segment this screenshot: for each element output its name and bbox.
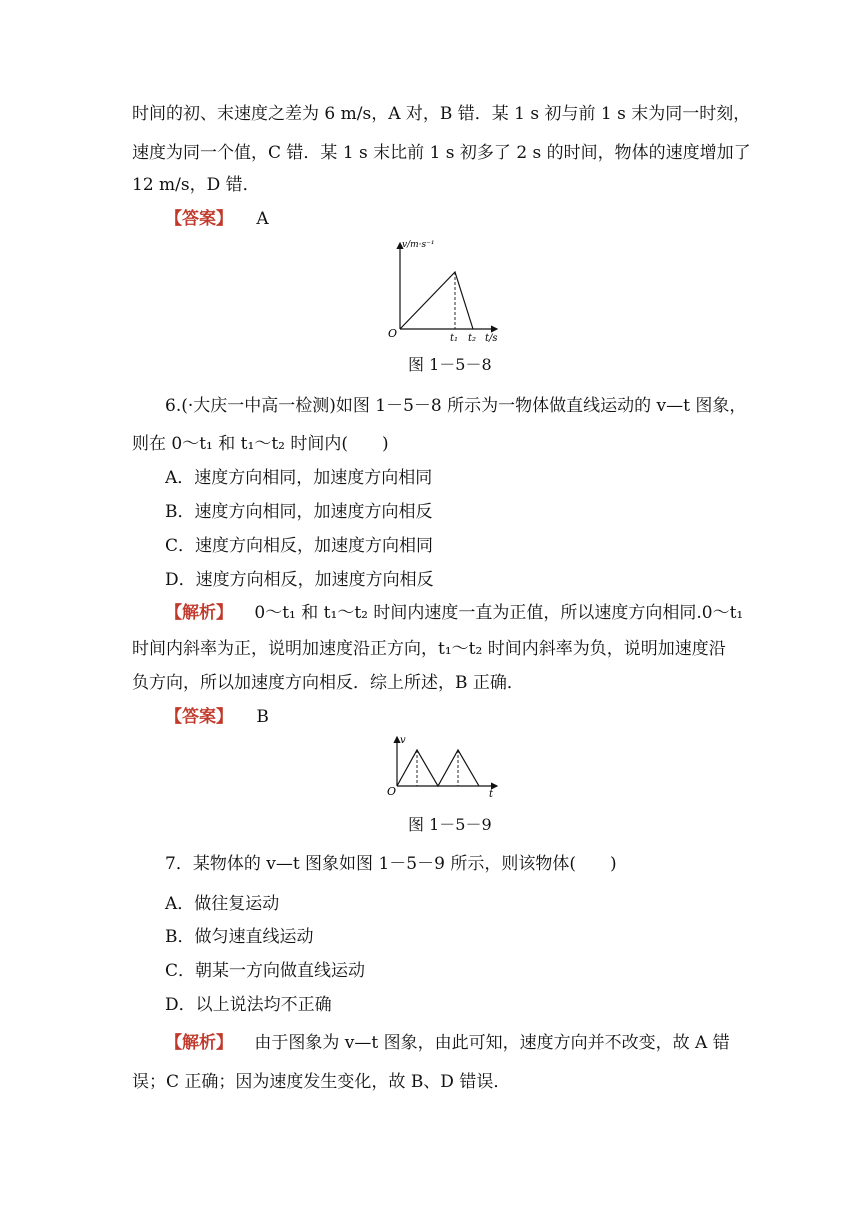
q6-option-d: D．速度方向相反，加速度方向相反 <box>165 570 434 590</box>
q6-option-c: C．速度方向相反，加速度方向相同 <box>165 536 434 556</box>
figure-1-5-9 <box>385 733 505 803</box>
figure-1-5-9-caption: 图 1－5－9 <box>408 815 492 834</box>
analysis-7-line-1 <box>165 1032 730 1054</box>
fig9-origin: O <box>387 785 397 798</box>
analysis-6-text-1: 0～t₁ 和 t₁～t₂ 时间内速度一直为正值，所以速度方向相同.0～t₁ <box>254 603 744 623</box>
fig8-vt-line <box>400 272 473 329</box>
intro-line-3: 12 m/s，D 错． <box>132 175 260 195</box>
fig9-y-label: v <box>400 735 406 746</box>
analysis-6-line-3: 负方向，所以加速度方向相反．综上所述，B 正确． <box>132 673 524 693</box>
q6-option-b: B．速度方向相同，加速度方向相反 <box>165 502 433 522</box>
q7-option-a: A．做往复运动 <box>165 894 280 914</box>
fig8-origin: O <box>388 327 398 340</box>
intro-line-2: 速度为同一个值，C 错．某 1 s 末比前 1 s 初多了 2 s 的时间，物体的速度增加了 <box>132 143 751 163</box>
analysis-label: 【解析】 <box>165 603 233 623</box>
answer-value: A <box>256 209 269 229</box>
q7-option-b: B．做匀速直线运动 <box>165 927 314 947</box>
analysis-6-line-2: 时间内斜率为正，说明加速度沿正方向，t₁～t₂ 时间内斜率为负，说明加速度沿 <box>132 639 726 659</box>
q7-option-d: D．以上说法均不正确 <box>165 995 332 1015</box>
q7-stem: 7．某物体的 v—t 图象如图 1－5－9 所示，则该物体( ) <box>165 854 617 874</box>
fig8-t1-label: t₁ <box>450 333 459 344</box>
fig8-t2-label: t₂ <box>468 333 477 344</box>
figure-1-5-8 <box>385 237 505 347</box>
answer-2 <box>165 706 269 728</box>
answer-1 <box>165 208 269 230</box>
fig9-vt-line <box>397 750 479 786</box>
analysis-7-text-1: 由于图象为 v—t 图象，由此可知，速度方向并不改变，故 A 错 <box>254 1033 730 1053</box>
fig8-x-label: t/s <box>485 333 498 344</box>
analysis-7-line-2: 误；C 正确；因为速度发生变化，故 B、D 错误． <box>132 1072 511 1092</box>
intro-line-1: 时间的初、末速度之差为 6 m/s，A 对，B 错．某 1 s 初与前 1 s 末为同一时刻， <box>132 104 751 124</box>
q7-option-c: C．朝某一方向做直线运动 <box>165 961 366 981</box>
answer-value: B <box>256 707 269 727</box>
q6-stem-line-2: 则在 0～t₁ 和 t₁～t₂ 时间内( ) <box>132 434 389 454</box>
answer-label: 【答案】 <box>165 209 233 229</box>
analysis-6-line-1 <box>165 602 743 624</box>
figure-1-5-8-caption: 图 1－5－8 <box>408 355 492 374</box>
fig9-x-label: t <box>489 789 494 800</box>
fig8-y-label: v/m·s⁻¹ <box>402 240 435 250</box>
answer-label: 【答案】 <box>165 707 233 727</box>
analysis-label: 【解析】 <box>165 1033 233 1053</box>
q6-stem-line-1: 6.(·大庆一中高一检测)如图 1－5－8 所示为一物体做直线运动的 v—t 图象， <box>165 396 747 416</box>
q6-option-a: A．速度方向相同，加速度方向相同 <box>165 468 433 488</box>
